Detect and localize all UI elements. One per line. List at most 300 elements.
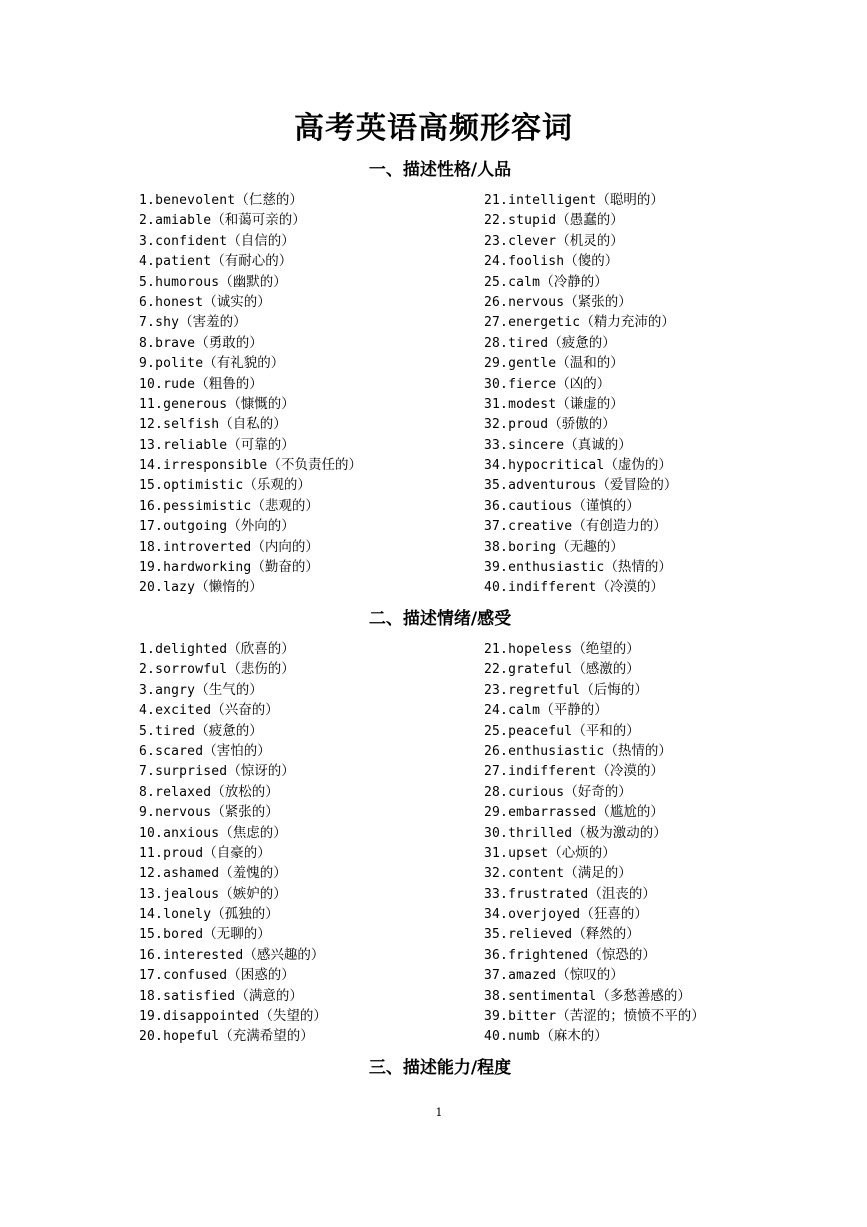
- english-word: disappointed: [163, 1009, 260, 1025]
- english-word: tired: [155, 723, 196, 739]
- chinese-meaning: （有创造力的）: [572, 518, 667, 535]
- item-number: 4.: [139, 703, 156, 719]
- item-number: 9.: [139, 805, 156, 821]
- item-number: 34.: [484, 458, 509, 474]
- item-number: 7.: [139, 764, 156, 780]
- chinese-meaning: （精力充沛的）: [580, 314, 675, 331]
- english-word: confident: [155, 233, 228, 249]
- list-item: [484, 1026, 705, 1046]
- item-number: 3.: [139, 682, 156, 698]
- chinese-meaning: （苦涩的；愤愤不平的）: [556, 1008, 705, 1025]
- list-item: [139, 190, 362, 210]
- english-word: relieved: [508, 927, 573, 943]
- chinese-meaning: （冷静的）: [540, 273, 608, 290]
- chinese-meaning: （懒惰的）: [195, 579, 263, 596]
- list-item: [139, 904, 327, 924]
- chinese-meaning: （不负责任的）: [267, 457, 362, 474]
- list-item: [484, 802, 705, 822]
- english-word: proud: [508, 417, 549, 433]
- chinese-meaning: （可靠的）: [227, 436, 295, 453]
- item-number: 19.: [139, 1009, 164, 1025]
- list-item: [484, 475, 677, 495]
- english-word: gentle: [508, 356, 557, 372]
- item-number: 38.: [484, 539, 509, 555]
- list-item: [484, 700, 705, 720]
- chinese-meaning: （害怕的）: [203, 742, 271, 759]
- item-number: 13.: [139, 886, 164, 902]
- item-number: 22.: [484, 213, 509, 229]
- list-item: [484, 292, 677, 312]
- item-number: 8.: [139, 335, 156, 351]
- english-word: proud: [163, 845, 204, 861]
- chinese-meaning: （有礼貌的）: [203, 355, 285, 372]
- english-word: hardworking: [163, 560, 252, 576]
- word-list-personality-left: [139, 190, 362, 598]
- english-word: honest: [155, 294, 204, 310]
- list-item: [139, 680, 327, 700]
- english-word: excited: [155, 703, 212, 719]
- chinese-meaning: （平和的）: [572, 722, 640, 739]
- chinese-meaning: （失望的）: [259, 1008, 327, 1025]
- english-word: benevolent: [155, 193, 236, 208]
- list-item: [139, 577, 362, 597]
- chinese-meaning: （机灵的）: [556, 232, 624, 249]
- chinese-meaning: （沮丧的）: [588, 885, 656, 902]
- item-number: 18.: [139, 988, 164, 1004]
- list-item: [484, 516, 677, 536]
- english-word: sincere: [508, 437, 565, 453]
- english-word: hopeful: [163, 1029, 220, 1045]
- english-word: overjoyed: [508, 907, 581, 923]
- list-item: [484, 353, 677, 373]
- english-word: sorrowful: [155, 662, 228, 678]
- chinese-meaning: （自私的）: [219, 416, 287, 433]
- item-number: 27.: [484, 764, 509, 780]
- item-number: 12.: [139, 417, 164, 433]
- english-word: stupid: [508, 213, 557, 229]
- item-number: 6.: [139, 743, 156, 759]
- chinese-meaning: （和蔼可亲的）: [211, 212, 306, 229]
- english-word: upset: [508, 845, 549, 861]
- item-number: 35.: [484, 478, 509, 494]
- english-word: rude: [163, 376, 196, 392]
- item-number: 29.: [484, 356, 509, 372]
- page-number: 1: [435, 1106, 443, 1119]
- english-word: ashamed: [163, 866, 220, 882]
- item-number: 28.: [484, 784, 509, 800]
- item-number: 11.: [139, 845, 164, 861]
- item-number: 2.: [139, 213, 156, 229]
- item-number: 19.: [139, 560, 164, 576]
- item-number: 40.: [484, 1029, 509, 1045]
- list-item: [139, 965, 327, 985]
- list-item: [139, 945, 327, 965]
- chinese-meaning: （聪明的）: [596, 192, 664, 208]
- item-number: 6.: [139, 294, 156, 310]
- chinese-meaning: （惊恐的）: [588, 946, 656, 963]
- english-word: satisfied: [163, 988, 236, 1004]
- chinese-meaning: （爱冒险的）: [596, 477, 678, 494]
- chinese-meaning: （好奇的）: [564, 783, 632, 800]
- list-item: [484, 251, 677, 271]
- english-word: cautious: [508, 498, 573, 514]
- chinese-meaning: （放松的）: [211, 783, 279, 800]
- english-word: lonely: [163, 907, 212, 923]
- english-word: scared: [155, 743, 204, 759]
- list-item: [139, 414, 362, 434]
- item-number: 28.: [484, 335, 509, 351]
- list-item: [139, 823, 327, 843]
- chinese-meaning: （勇敢的）: [195, 334, 263, 351]
- chinese-meaning: （生气的）: [195, 681, 263, 698]
- list-item: [139, 455, 362, 475]
- chinese-meaning: （害羞的）: [179, 314, 247, 331]
- item-number: 8.: [139, 784, 156, 800]
- item-number: 10.: [139, 825, 164, 841]
- chinese-meaning: （孤独的）: [211, 906, 279, 923]
- english-word: pessimistic: [163, 498, 252, 514]
- document-title: 高考英语高频形容词: [294, 111, 573, 146]
- english-word: creative: [508, 519, 573, 535]
- list-item: [139, 557, 362, 577]
- item-number: 40.: [484, 580, 509, 596]
- english-word: outgoing: [163, 519, 228, 535]
- list-item: [139, 1026, 327, 1046]
- chinese-meaning: （热情的）: [604, 559, 672, 576]
- english-word: boring: [508, 539, 557, 555]
- list-item: [139, 333, 362, 353]
- english-word: adventurous: [508, 478, 597, 494]
- item-number: 31.: [484, 845, 509, 861]
- chinese-meaning: （感兴趣的）: [243, 946, 325, 963]
- item-number: 5.: [139, 274, 156, 290]
- english-word: brave: [155, 335, 196, 351]
- chinese-meaning: （释然的）: [572, 926, 640, 943]
- chinese-meaning: （真诚的）: [564, 436, 632, 453]
- chinese-meaning: （温和的）: [556, 355, 624, 372]
- item-number: 14.: [139, 458, 164, 474]
- english-word: peaceful: [508, 723, 573, 739]
- list-item: [484, 537, 677, 557]
- english-word: anxious: [163, 825, 220, 841]
- list-item: [484, 210, 677, 230]
- english-word: energetic: [508, 315, 581, 331]
- chinese-meaning: （粗鲁的）: [195, 375, 263, 392]
- list-item: [139, 659, 327, 679]
- item-number: 21.: [484, 642, 509, 657]
- list-item: [139, 802, 327, 822]
- english-word: nervous: [155, 805, 212, 821]
- item-number: 14.: [139, 907, 164, 923]
- chinese-meaning: （幽默的）: [219, 273, 287, 290]
- list-item: [484, 394, 677, 414]
- english-word: enthusiastic: [508, 560, 605, 576]
- chinese-meaning: （悲伤的）: [227, 661, 295, 678]
- chinese-meaning: （诚实的）: [203, 293, 271, 310]
- list-item: [484, 272, 677, 292]
- item-number: 33.: [484, 886, 509, 902]
- english-word: intelligent: [508, 193, 597, 208]
- list-item: [484, 496, 677, 516]
- item-number: 15.: [139, 927, 164, 943]
- item-number: 25.: [484, 274, 509, 290]
- english-word: indifferent: [508, 580, 597, 596]
- chinese-meaning: （疲惫的）: [548, 334, 616, 351]
- english-word: relaxed: [155, 784, 212, 800]
- item-number: 38.: [484, 988, 509, 1004]
- item-number: 1.: [139, 193, 156, 208]
- english-word: bitter: [508, 1009, 557, 1025]
- english-word: sentimental: [508, 988, 597, 1004]
- english-word: amazed: [508, 968, 557, 984]
- item-number: 34.: [484, 907, 509, 923]
- list-item: [139, 986, 327, 1006]
- item-number: 32.: [484, 417, 509, 433]
- list-item: [484, 986, 705, 1006]
- list-item: [139, 374, 362, 394]
- list-item: [139, 394, 362, 414]
- item-number: 36.: [484, 498, 509, 514]
- list-item: [484, 414, 677, 434]
- english-word: clever: [508, 233, 557, 249]
- chinese-meaning: （羞愧的）: [219, 865, 287, 882]
- english-word: confused: [163, 968, 228, 984]
- chinese-meaning: （慷慨的）: [227, 395, 295, 412]
- list-item: [139, 516, 362, 536]
- item-number: 31.: [484, 396, 509, 412]
- chinese-meaning: （愚蠢的）: [556, 212, 624, 229]
- item-number: 37.: [484, 968, 509, 984]
- english-word: nervous: [508, 294, 565, 310]
- list-item: [484, 659, 705, 679]
- item-number: 39.: [484, 1009, 509, 1025]
- item-number: 35.: [484, 927, 509, 943]
- list-item: [484, 843, 705, 863]
- english-word: modest: [508, 396, 557, 412]
- english-word: generous: [163, 396, 228, 412]
- chinese-meaning: （自豪的）: [203, 844, 271, 861]
- list-item: [484, 435, 677, 455]
- list-item: [139, 353, 362, 373]
- item-number: 33.: [484, 437, 509, 453]
- word-list-personality-right: [484, 190, 677, 598]
- list-item: [139, 843, 327, 863]
- list-item: [139, 741, 327, 761]
- item-number: 10.: [139, 376, 164, 392]
- list-item: [139, 700, 327, 720]
- list-item: [484, 190, 677, 210]
- english-word: interested: [163, 947, 244, 963]
- chinese-meaning: （热情的）: [604, 742, 672, 759]
- item-number: 1.: [139, 642, 156, 657]
- english-word: shy: [155, 315, 180, 331]
- item-number: 3.: [139, 233, 156, 249]
- chinese-meaning: （仁慈的）: [235, 192, 303, 208]
- item-number: 25.: [484, 723, 509, 739]
- chinese-meaning: （无趣的）: [556, 538, 624, 555]
- list-item: [484, 577, 677, 597]
- english-word: calm: [508, 274, 541, 290]
- english-word: content: [508, 866, 565, 882]
- chinese-meaning: （感激的）: [572, 661, 640, 678]
- list-item: [484, 374, 677, 394]
- list-item: [139, 496, 362, 516]
- english-word: patient: [155, 254, 212, 270]
- chinese-meaning: （惊叹的）: [556, 967, 624, 984]
- english-word: humorous: [155, 274, 220, 290]
- chinese-meaning: （傻的）: [564, 253, 619, 270]
- item-number: 39.: [484, 560, 509, 576]
- english-word: reliable: [163, 437, 228, 453]
- list-item: [139, 312, 362, 332]
- english-word: jealous: [163, 886, 220, 902]
- list-item: [139, 537, 362, 557]
- english-word: angry: [155, 682, 196, 698]
- section-heading-personality: 一、描述性格/人品: [368, 160, 512, 180]
- item-number: 2.: [139, 662, 156, 678]
- item-number: 21.: [484, 193, 509, 208]
- english-word: fierce: [508, 376, 557, 392]
- chinese-meaning: （嫉妒的）: [219, 885, 287, 902]
- item-number: 12.: [139, 866, 164, 882]
- english-word: selfish: [163, 417, 220, 433]
- list-item: [484, 965, 705, 985]
- item-number: 27.: [484, 315, 509, 331]
- list-item: [484, 639, 705, 659]
- chinese-meaning: （欣喜的）: [227, 641, 295, 657]
- item-number: 29.: [484, 805, 509, 821]
- item-number: 23.: [484, 682, 509, 698]
- chinese-meaning: （有耐心的）: [211, 253, 293, 270]
- english-word: frustrated: [508, 886, 589, 902]
- english-word: bored: [163, 927, 204, 943]
- item-number: 9.: [139, 356, 156, 372]
- english-word: amiable: [155, 213, 212, 229]
- list-item: [139, 639, 327, 659]
- item-number: 37.: [484, 519, 509, 535]
- list-item: [139, 761, 327, 781]
- item-number: 4.: [139, 254, 156, 270]
- item-number: 24.: [484, 254, 509, 270]
- item-number: 13.: [139, 437, 164, 453]
- chinese-meaning: （多愁善感的）: [596, 987, 691, 1004]
- item-number: 15.: [139, 478, 164, 494]
- chinese-meaning: （满意的）: [235, 987, 303, 1004]
- item-number: 18.: [139, 539, 164, 555]
- english-word: polite: [155, 356, 204, 372]
- list-item: [484, 924, 705, 944]
- chinese-meaning: （骄傲的）: [548, 416, 616, 433]
- list-item: [484, 761, 705, 781]
- item-number: 16.: [139, 498, 164, 514]
- list-item: [139, 272, 362, 292]
- chinese-meaning: （心烦的）: [548, 844, 616, 861]
- english-word: hypocritical: [508, 458, 605, 474]
- list-item: [484, 863, 705, 883]
- list-item: [484, 741, 705, 761]
- list-item: [139, 251, 362, 271]
- chinese-meaning: （惊讶的）: [227, 763, 295, 780]
- english-word: lazy: [163, 580, 196, 596]
- chinese-meaning: （疲惫的）: [195, 722, 263, 739]
- chinese-meaning: （绝望的）: [572, 641, 640, 657]
- chinese-meaning: （勤奋的）: [251, 559, 319, 576]
- list-item: [139, 782, 327, 802]
- item-number: 23.: [484, 233, 509, 249]
- list-item: [139, 721, 327, 741]
- english-word: frightened: [508, 947, 589, 963]
- item-number: 5.: [139, 723, 156, 739]
- english-word: foolish: [508, 254, 565, 270]
- item-number: 11.: [139, 396, 164, 412]
- chinese-meaning: （无聊的）: [203, 926, 271, 943]
- english-word: calm: [508, 703, 541, 719]
- item-number: 7.: [139, 315, 156, 331]
- chinese-meaning: （悲观的）: [251, 497, 319, 514]
- english-word: indifferent: [508, 764, 597, 780]
- chinese-meaning: （平静的）: [540, 702, 608, 719]
- chinese-meaning: （外向的）: [227, 518, 295, 535]
- list-item: [139, 475, 362, 495]
- english-word: enthusiastic: [508, 743, 605, 759]
- english-word: numb: [508, 1029, 541, 1045]
- list-item: [484, 823, 705, 843]
- item-number: 20.: [139, 1029, 164, 1045]
- english-word: irresponsible: [163, 458, 268, 474]
- section-heading-ability: 三、描述能力/程度: [368, 1058, 512, 1078]
- chinese-meaning: （内向的）: [251, 538, 319, 555]
- english-word: surprised: [155, 764, 228, 780]
- chinese-meaning: （焦虑的）: [219, 824, 287, 841]
- english-word: grateful: [508, 662, 573, 678]
- chinese-meaning: （极为激动的）: [572, 824, 667, 841]
- chinese-meaning: （狂喜的）: [580, 906, 648, 923]
- list-item: [484, 557, 677, 577]
- word-list-emotions-right: [484, 639, 705, 1047]
- english-word: thrilled: [508, 825, 573, 841]
- item-number: 26.: [484, 743, 509, 759]
- list-item: [139, 292, 362, 312]
- item-number: 17.: [139, 968, 164, 984]
- english-word: curious: [508, 784, 565, 800]
- list-item: [484, 231, 677, 251]
- chinese-meaning: （乐观的）: [243, 477, 311, 494]
- chinese-meaning: （自信的）: [227, 232, 295, 249]
- chinese-meaning: （谨慎的）: [572, 497, 640, 514]
- list-item: [139, 1006, 327, 1026]
- list-item: [139, 231, 362, 251]
- item-number: 32.: [484, 866, 509, 882]
- chinese-meaning: （兴奋的）: [211, 702, 279, 719]
- chinese-meaning: （冷漠的）: [596, 763, 664, 780]
- list-item: [139, 435, 362, 455]
- list-item: [484, 1006, 705, 1026]
- chinese-meaning: （满足的）: [564, 865, 632, 882]
- item-number: 20.: [139, 580, 164, 596]
- list-item: [484, 782, 705, 802]
- chinese-meaning: （虚伪的）: [604, 457, 672, 474]
- list-item: [484, 884, 705, 904]
- chinese-meaning: （麻木的）: [540, 1028, 608, 1045]
- list-item: [139, 863, 327, 883]
- list-item: [139, 210, 362, 230]
- list-item: [139, 884, 327, 904]
- item-number: 22.: [484, 662, 509, 678]
- list-item: [484, 312, 677, 332]
- chinese-meaning: （紧张的）: [564, 293, 632, 310]
- chinese-meaning: （后悔的）: [580, 681, 648, 698]
- item-number: 30.: [484, 376, 509, 392]
